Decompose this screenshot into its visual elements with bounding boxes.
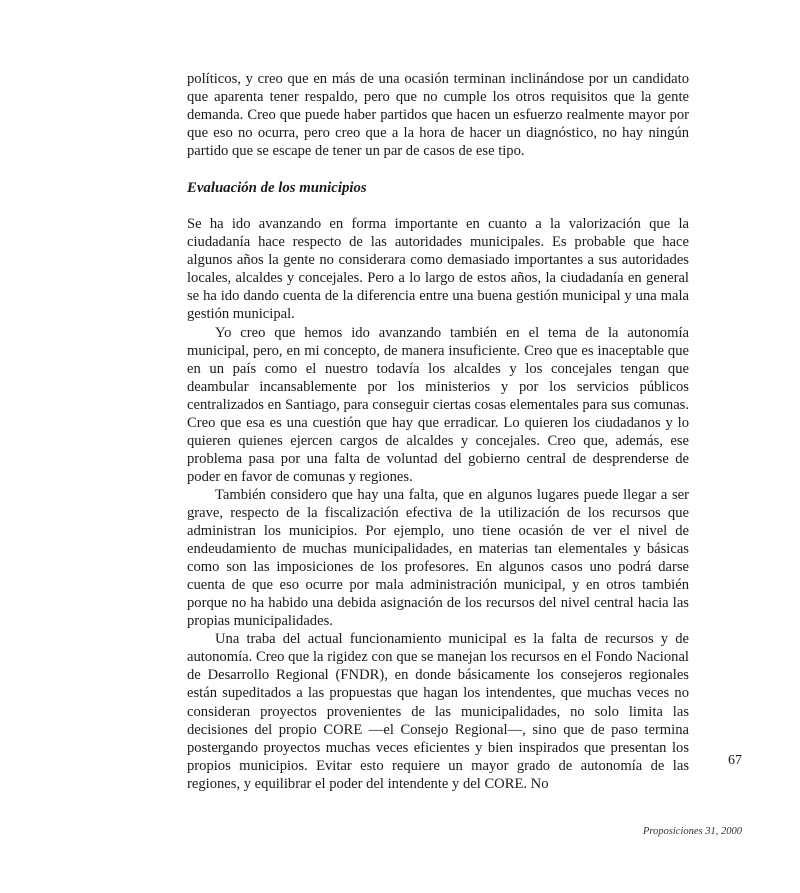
page-number: 67 — [728, 753, 742, 768]
body-paragraph-3: También considero que hay una falta, que en algunos lugares puede llegar a ser grave, respecto de la fiscalización efectiva de la utilización de los recursos que administran los municipios. Por ejemplo, uno tiene ocasión de ver el nivel de endeudamiento de muchas municipalidades, en materias tan elementales y básicas como son las imposiciones de los profesores. En algunos casos uno podrá darse cuenta de que eso ocurre por mala administración municipal, y en otros también porque no ha habido una debida asignación de los recursos del nivel central hacia las propias municipalidades. — [187, 486, 689, 630]
section-heading: Evaluación de los municipios — [187, 180, 367, 197]
document-body — [187, 70, 689, 793]
body-paragraph-2: Yo creo que hemos ido avanzando también en el tema de la autonomía municipal, pero, en mi concepto, de manera insuficiente. Creo que es inaceptable que en un país como el nuestro todavía los alcaldes y los concejales tengan que deambular incansablemente por los ministerios y por los servicios públicos centralizados en Santiago, para conseguir ciertas cosas elementales para sus comunas. Creo que esa es una cuestión que hay que erradicar. Lo quieren los ciudadanos y lo quieren quienes ejercen cargos de alcaldes y concejales. Creo que, además, ese problema pasa por una falta de voluntad del gobierno central de desprenderse de poder en favor de comunas y regiones. — [187, 324, 689, 485]
body-paragraph-4: Una traba del actual funcionamiento municipal es la falta de recursos y de autonomía. Creo que la rigidez con que se manejan los recursos en el Fondo Nacional de Desarrollo Regional (FNDR), en donde básicamente los consejeros regionales están supeditados a las propuestas que hagan los intendentes, que muchas veces no consideran proyectos provenientes de las municipalidades, no solo limita las decisiones del propio CORE —el Consejo Regional—, sino que de paso termina postergando proyectos muchas veces eficientes y bien inspirados que presentan los propios municipios. Evitar esto requiere un mayor grado de autonomía de las regiones, y equilibrar el poder del intendente y del CORE. No — [187, 631, 689, 792]
footer-citation: Proposiciones 31, 2000 — [642, 826, 742, 837]
continuation-paragraph: políticos, y creo que en más de una ocasión terminan inclinándose por un candidato que aparenta tener respaldo, pero que no cumple los otros requisitos que la gente demanda. Creo que puede haber partidos que hacen un esfuerzo realmente mayor por que eso no ocurra, pero creo que a la hora de hacer un diagnóstico, no hay ningún partido que se escape de tener un par de casos de ese tipo. — [187, 71, 689, 160]
body-paragraph-1: Se ha ido avanzando en forma importante en cuanto a la valorización que la ciudadanía hace respecto de las autoridades municipales. Es probable que hace algunos años la gente no considerara como demasiado importantes a sus autoridades locales, alcaldes y concejales. Pero a lo largo de estos años, la ciudadanía en general se ha ido dando cuenta de la diferencia entre una buena gestión municipal y una mala gestión municipal. — [187, 216, 689, 323]
